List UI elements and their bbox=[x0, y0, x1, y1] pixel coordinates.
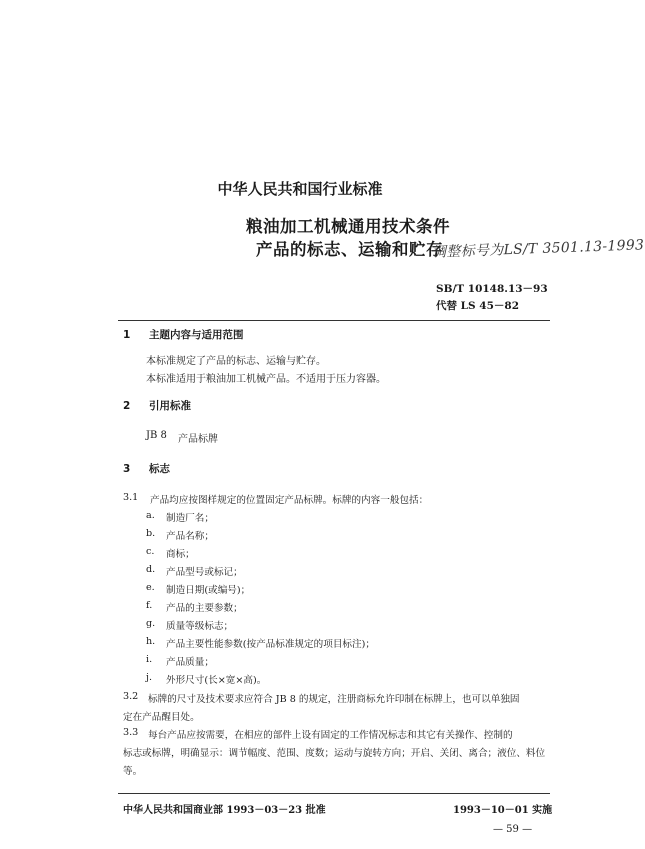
list-item: 产品型号或标记； bbox=[166, 567, 243, 578]
section-title: 引用标准 bbox=[149, 400, 191, 412]
paragraph: 本标准规定了产品的标志、运输与贮存。 bbox=[146, 356, 326, 367]
list-letter: j. bbox=[146, 672, 153, 683]
list-letter: e. bbox=[146, 582, 155, 593]
list-item: 产品的主要参数； bbox=[166, 603, 243, 614]
list-item: 产品质量； bbox=[166, 657, 214, 668]
clause-text: 每台产品应按需要，在相应的部件上设有固定的工作情况标志和其它有关操作、控制的 bbox=[148, 730, 513, 741]
standard-code: SB/T 10148.13－93 bbox=[436, 283, 548, 295]
clause-text: 等。 bbox=[123, 766, 143, 777]
list-letter: f. bbox=[146, 600, 153, 611]
clause-text: 定在产品醒目处。 bbox=[123, 712, 200, 723]
section-2-heading bbox=[123, 398, 191, 413]
section-number: 1 bbox=[123, 329, 131, 341]
list-item: 商标； bbox=[166, 549, 195, 560]
list-item: 制造厂名； bbox=[166, 513, 214, 524]
list-letter: i. bbox=[146, 654, 153, 665]
list-letter: h. bbox=[146, 636, 156, 647]
clause-number: 3.3 bbox=[123, 727, 139, 738]
section-number: 2 bbox=[123, 400, 131, 412]
section-1-heading bbox=[123, 327, 244, 342]
reference-code: JB 8 bbox=[146, 430, 167, 441]
title-line-2: 产品的标志、运输和贮存 bbox=[256, 240, 443, 259]
list-item: 质量等级标志； bbox=[166, 621, 234, 632]
reference-title: 产品标牌 bbox=[178, 434, 218, 445]
list-item: 产品主要性能参数(按产品标准规定的项目标注)； bbox=[166, 639, 375, 650]
clause-text: 标牌的尺寸及技术要求应符合 JB 8 的规定，注册商标允许印制在标牌上，也可以单独固 bbox=[148, 694, 520, 705]
section-title: 标志 bbox=[149, 463, 170, 475]
list-letter: g. bbox=[146, 618, 156, 629]
list-item: 外形尺寸(长×宽×高)。 bbox=[166, 675, 267, 686]
list-letter: a. bbox=[146, 510, 155, 521]
title-line-1: 粮油加工机械通用技术条件 bbox=[246, 217, 450, 236]
clause-text: 产品均应按图样规定的位置固定产品标牌。标牌的内容一般包括： bbox=[150, 495, 429, 506]
list-letter: c. bbox=[146, 546, 155, 557]
standard-category: 中华人民共和国行业标准 bbox=[217, 180, 383, 198]
list-item: 制造日期(或编号)； bbox=[166, 585, 251, 596]
footer-divider bbox=[118, 793, 550, 794]
clause-text: 标志或标牌，明确显示：调节幅度、范围、度数；运动与旋转方向；开启、关闭、离合；液位、料位 bbox=[123, 748, 546, 759]
page-number: — 59 — bbox=[493, 824, 533, 835]
section-3-heading bbox=[123, 461, 170, 476]
header-divider bbox=[118, 320, 550, 321]
effective-date: 1993－10－01 实施 bbox=[453, 805, 553, 816]
approval-line: 中华人民共和国商业部 1993－03－23 批准 bbox=[123, 805, 326, 816]
section-title: 主题内容与适用范围 bbox=[149, 329, 244, 341]
list-letter: b. bbox=[146, 528, 156, 539]
paragraph: 本标准适用于粮油加工机械产品。不适用于压力容器。 bbox=[146, 374, 386, 385]
section-number: 3 bbox=[123, 463, 131, 475]
clause-number: 3.2 bbox=[123, 691, 139, 702]
handwritten-note: 调整标号为LS/T 3501.13-1993 bbox=[431, 237, 645, 261]
list-letter: d. bbox=[146, 564, 156, 575]
list-item: 产品名称； bbox=[166, 531, 214, 542]
clause-number: 3.1 bbox=[123, 492, 139, 503]
replaces-code: 代替 LS 45－82 bbox=[436, 300, 520, 312]
